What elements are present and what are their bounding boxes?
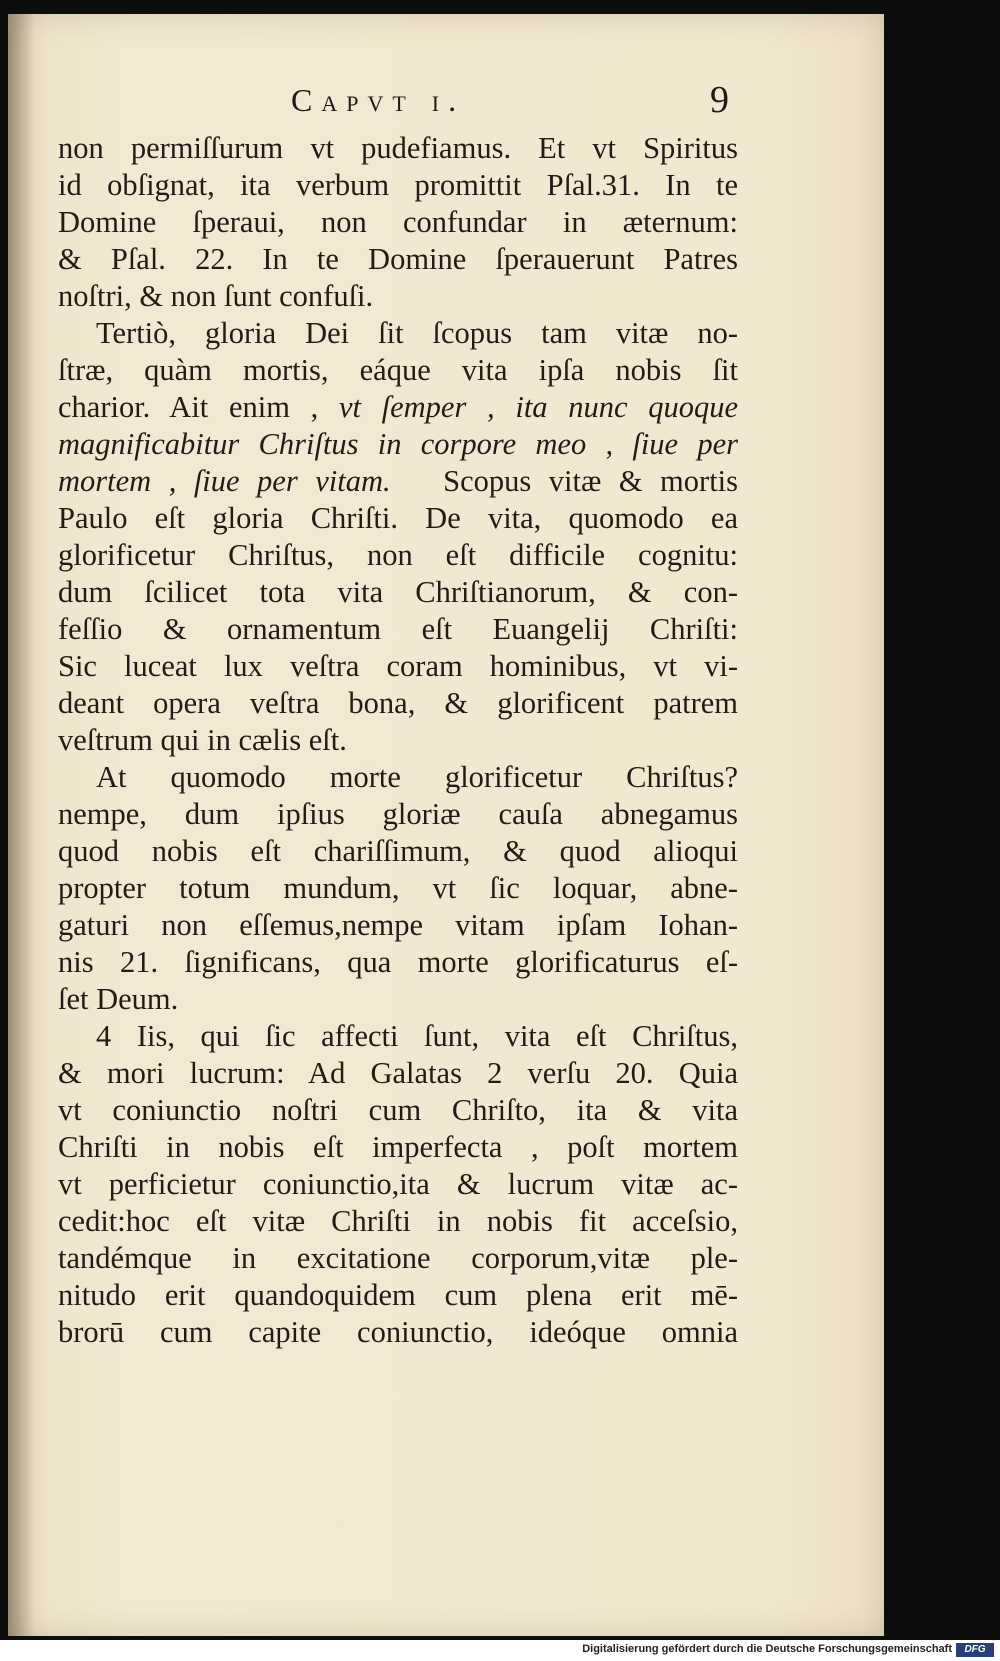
text-line: Tertiò, gloria Dei ſit ſcopus tam vitæ no- [96, 316, 738, 350]
text-line: noſtri, & non ſunt confuſi. [58, 279, 374, 313]
running-head [8, 76, 884, 126]
text-line: veſtrum qui in cælis eſt. [58, 723, 347, 757]
digitization-footer [0, 1640, 1000, 1661]
text-line: nempe, dum ipſius gloriæ cauſa abnegamus [58, 797, 738, 831]
text-line: feſſio & ornamentum eſt Euangelij Chriſti: [58, 612, 738, 646]
body-text [58, 130, 738, 1351]
text-line: Domine ſperaui, non confundar in æternum: [58, 205, 738, 239]
funding-credit: Digitalisierung gefördert durch die Deutsche Forschungsgemeinschaft [582, 1643, 952, 1655]
book-page [8, 14, 884, 1636]
text-line: vt coniunctio noſtri cum Chriſto, ita & vita [58, 1093, 738, 1127]
text-roman: charior. Ait enim , [58, 390, 339, 424]
text-line: 4 Iis, qui ſic affecti ſunt, vita eſt Chriſtus, [96, 1019, 738, 1053]
text-line: vt perficietur coniunctio,ita & lucrum vitæ ac- [58, 1167, 738, 1201]
text-line: quod nobis eſt chariſſimum, & quod alioqui [58, 834, 738, 868]
text-line-mixed [58, 463, 738, 500]
text-line: nis 21. ſignificans, qua morte glorificaturus eſ- [58, 945, 738, 979]
text-line: Paulo eſt gloria Chriſti. De vita, quomodo ea [58, 501, 738, 535]
text-italic: vt ſemper , ita nunc quoque [338, 390, 738, 424]
text-line: ſtræ, quàm mortis, eáque vita ipſa nobis ſit [58, 353, 738, 387]
text-line: & mori lucrum: Ad Galatas 2 verſu 20. Quia [58, 1056, 738, 1090]
text-line-italic: magnificabitur Chriſtus in corpore meo , ſiue per [58, 427, 738, 461]
gutter-shadow [8, 14, 34, 1636]
text-italic: mortem , ſiue per vitam. [58, 464, 391, 498]
text-line: glorificetur Chriſtus, non eſt difficile cognitu: [58, 538, 738, 572]
text-line-mixed [58, 389, 738, 426]
text-line: tandémque in excitatione corporum,vitæ ple- [58, 1241, 738, 1275]
text-line: cedit:hoc eſt vitæ Chriſti in nobis fit acceſsio, [58, 1204, 738, 1238]
text-roman: Scopus vitæ & mortis [443, 464, 739, 498]
text-line: gaturi non eſſemus,nempe vitam ipſam Iohan- [58, 908, 738, 942]
text-line: non permiſſurum vt pudefiamus. Et vt Spiritus [58, 131, 738, 165]
text-line: Sic luceat lux veſtra coram hominibus, vt vi- [58, 649, 738, 683]
text-line: & Pſal. 22. In te Domine ſperauerunt Patres [58, 242, 738, 276]
text-line: Chriſti in nobis eſt imperfecta , poſt mortem [58, 1130, 738, 1164]
text-line: deant opera veſtra bona, & glorificent patrem [58, 686, 738, 720]
text-line: At quomodo morte glorificetur Chriſtus? [96, 760, 738, 794]
text-line: ſet Deum. [58, 982, 179, 1016]
dfg-logo: DFG [956, 1643, 994, 1657]
text-line: brorū cum capite coniunctio, ideóque omnia [58, 1315, 738, 1349]
page-number: 9 [710, 79, 729, 121]
text-line: nitudo erit quandoquidem cum plena erit mē- [58, 1278, 738, 1312]
text-line: dum ſcilicet tota vita Chriſtianorum, & con- [58, 575, 738, 609]
text-line: propter totum mundum, vt ſic loquar, abne- [58, 871, 738, 905]
running-title: Capvt i. [291, 82, 466, 118]
text-line: id obſignat, ita verbum promittit Pſal.31. In te [58, 168, 738, 202]
